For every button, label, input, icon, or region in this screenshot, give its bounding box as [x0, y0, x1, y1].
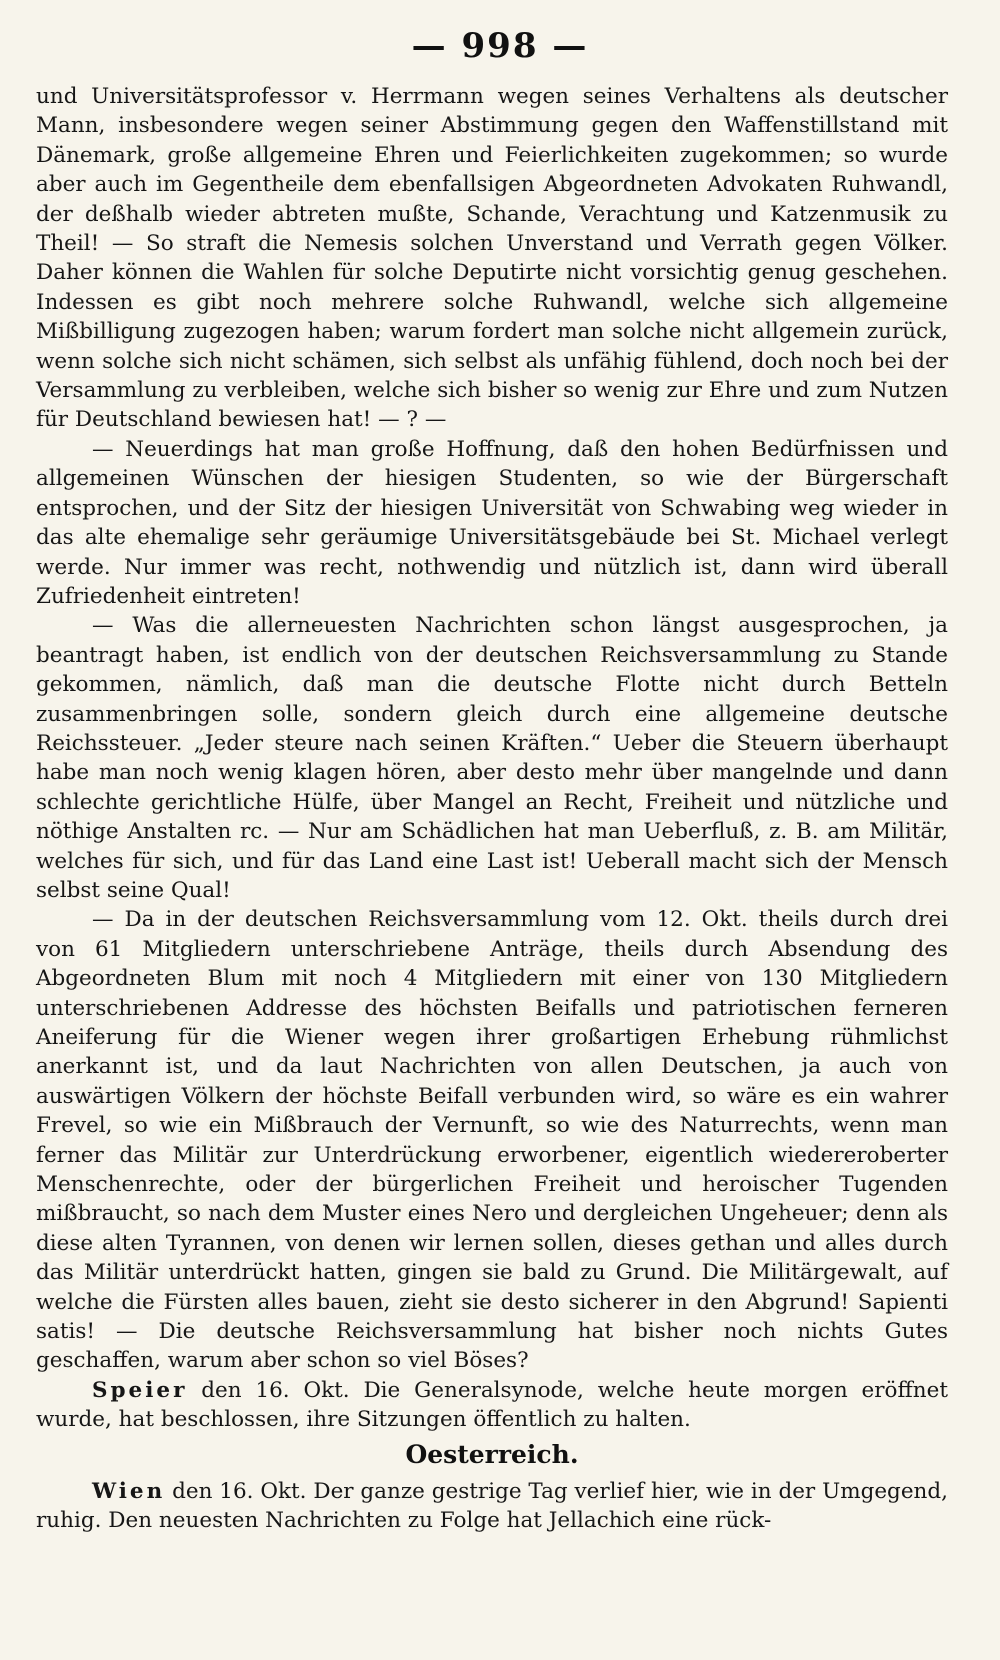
- page-number: — 998 —: [411, 26, 589, 66]
- paragraph-wien: [36, 1477, 948, 1536]
- speier-text: den 16. Okt. Die Generalsynode, welche heute morgen eröffnet wurde, hat beschlossen, ihre Sitzungen öffentlich zu halten.: [36, 1377, 948, 1433]
- dateline-wien: Wien: [92, 1478, 166, 1504]
- paragraph-speier: [36, 1376, 948, 1435]
- paragraph-vienna-support: — Da in der deutschen Reichsversammlung vom 12. Okt. theils durch drei von 61 Mitgliedern unterschriebene Anträge, theils durch Absendung des Abgeordneten Blum mit noch 4 Mitgliedern mit einer von 130 Mitgliedern unterschriebenen Addresse des höchsten Beifalls und patriotischen ferneren Aneiferung für die Wiener wegen ihrer großartigen Erhebung rühmlichst anerkannt ist, und da laut Nachrichten von allen Deutschen, ja auch von auswärtigen Völkern der höchste Beifall verbunden wird, so wäre es ein wahrer Frevel, so wie ein Mißbrauch der Vernunft, so wie des Naturrechts, wenn man ferner das Militär zur Unterdrückung erworbener, eigentlich wiedereroberter Menschenrechte, oder der bürgerlichen Freiheit und heroischer Tugenden mißbraucht, so nach dem Muster eines Nero und dergleichen Ungeheuer; denn als diese alten Tyrannen, von denen wir lernen sollen, dieses gethan und alles durch das Militär unterdrückt hatten, gingen sie bald zu Grund. Die Militärgewalt, auf welche die Fürsten alles bauen, zieht sie desto sicherer in den Abgrund! Sapienti satis! — Die deutsche Reichsversammlung hat bisher noch nichts Gutes geschaffen, warum aber schon so viel Böses?: [36, 907, 948, 1374]
- wien-text: den 16. Okt. Der ganze gestrige Tag verlief hier, wie in der Umgegend, ruhig. Den neuesten Nachrichten zu Folge hat Jellachich eine rück-: [36, 1478, 948, 1534]
- paragraph-fleet-tax: — Was die allerneuesten Nachrichten schon längst ausgesprochen, ja beantragt haben, ist endlich von der deutschen Reichsversammlung zu Stande gekommen, nämlich, daß man die deutsche Flotte nicht durch Betteln zusammenbringen solle, sondern gleich durch eine allgemeine deutsche Reichssteuer. „Jeder steure nach seinen Kräften.“ Ueber die Steuern überhaupt habe man noch wenig klagen hören, aber desto mehr über mangelnde und dann schlechte gerichtliche Hülfe, über Mangel an Recht, Freiheit und nützliche und nöthige Anstalten rc. — Nur am Schädlichen hat man Ueberfluß, z. B. am Militär, welches für sich, und für das Land eine Last ist! Ueberall macht sich der Mensch selbst seine Qual!: [36, 613, 948, 903]
- section-heading: Oesterreich.: [405, 1439, 579, 1469]
- paragraph-university: — Neuerdings hat man große Hoffnung, daß den hohen Bedürfnissen und allgemeinen Wünschen der hiesigen Studenten, so wie der Bürgerschaft entsprochen, und der Sitz der hiesigen Universität von Schwabing weg wieder in das alte ehemalige sehr geräumige Universitätsgebäude bei St. Michael verlegt werde. Nur immer was recht, nothwendig und nützlich ist, dann wird überall Zufriedenheit eintreten!: [36, 436, 948, 609]
- dateline-speier: Speier: [92, 1377, 188, 1403]
- paragraph-herrmann: und Universitätsprofessor v. Herrmann wegen seines Verhaltens als deutscher Mann, insbesondere wegen seiner Abstimmung gegen den Waffenstillstand mit Dänemark, große allgemeine Ehren und Feierlichkeiten zugekommen; so wurde aber auch im Gegentheile dem ebenfallsigen Abgeordneten Advokaten Ruhwandl, der deßhalb wieder abtreten mußte, Schande, Verachtung und Katzenmusik zu Theil! — So straft die Nemesis solchen Unverstand und Verrath gegen Völker. Daher können die Wahlen für solche Deputirte nicht vorsichtig genug geschehen. Indessen es gibt noch mehrere solche Ruhwandl, welche sich allgemeine Mißbilligung zugezogen haben; warum fordert man solche nicht allgemein zurück, wenn solche sich nicht schämen, sich selbst als unfähig fühlend, doch noch bei der Versammlung zu verbleiben, welche sich bisher so wenig zur Ehre und zum Nutzen für Deutschland bewiesen hat! — ? —: [36, 84, 948, 433]
- article-body: [36, 82, 948, 1536]
